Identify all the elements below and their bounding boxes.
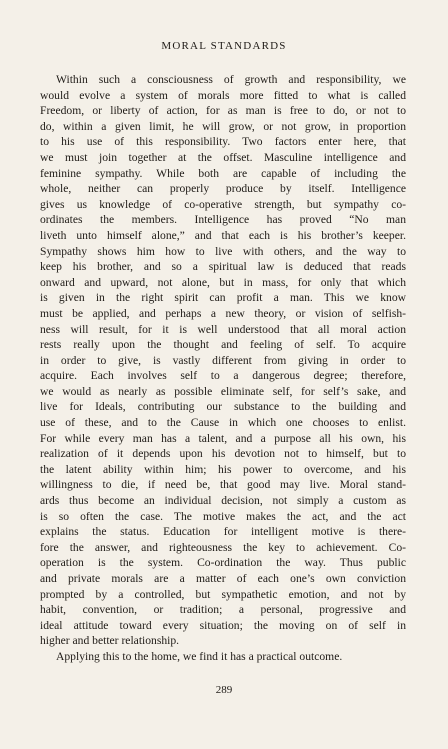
text-line: fore the answer, and righteousness the key to achievement. Co-: [40, 540, 406, 554]
text-line: gives us knowledge of co-operative strength, but sympathy co-: [40, 197, 406, 211]
text-line: higher and better relationship.: [40, 634, 180, 648]
running-head: MORAL STANDARDS: [161, 40, 287, 52]
text-line: to his use of this responsibility. Two factors enter here, that: [40, 135, 406, 149]
text-line: willingness to die, if need be, that good may live. Moral stand-: [40, 478, 406, 492]
text-line: liveth unto himself alone,” and that each is his brother’s keeper.: [40, 228, 406, 242]
text-line: whole, neither can properly produce by itself. Intelligence: [40, 182, 406, 196]
text-line: is given in the right spirit can profit a man. This we know: [40, 291, 406, 305]
text-line: onward and upward, not alone, but in mass, for only that which: [40, 275, 406, 289]
text-line: and private morals are a matter of each one’s own conviction: [40, 572, 406, 585]
text-line: we must join together at the offset. Masculine intelligence and: [40, 150, 406, 164]
text-line: is so often the case. The motive makes the act, and the act: [40, 509, 406, 523]
text-line: acquire. Each involves self to a dangerous degree; therefore,: [40, 369, 406, 383]
text-line: rests really upon the thought and feeling of self. To acquire: [40, 338, 406, 352]
text-line: Freedom, or liberty of action, for as man is free to do, or not to: [40, 104, 406, 118]
text-line: we would as nearly as possible eliminate self, for self’s sake, and: [40, 384, 406, 398]
text-line: Sympathy shows him how to live with others, and the way to: [40, 244, 406, 258]
text-line: habit, convention, or tradition; a personal, progressive and: [40, 603, 406, 617]
text-line: ideal attitude toward every situation; the moving on of self in: [40, 618, 406, 632]
text-line: do, within a given limit, he will grow, or not grow, in proportion: [40, 119, 406, 133]
text-line: live for Ideals, contributing our substance to the building and: [40, 400, 406, 414]
text-line: must be applied, and perhaps a new theory, or vision of selfish-: [40, 306, 406, 320]
text-line: explains the status. Education for intelligent motive is there-: [40, 525, 406, 539]
text-line: Applying this to the home, we find it has a practical outcome.: [56, 649, 343, 663]
text-line: ards thus become an individual decision, not simply a custom as: [40, 494, 406, 508]
text-line: Within such a consciousness of growth and responsibility, we: [56, 73, 406, 86]
text-line: operation is the system. Co-ordination the way. Thus public: [40, 556, 406, 570]
text-line: would evolve a system of morals more fitted to what is called: [40, 88, 406, 102]
text-line: ness will result, for it is well understood that all moral action: [40, 322, 406, 336]
text-line: in order to give, is vastly different from giving in order to: [40, 353, 406, 367]
text-line: keep his brother, and so a spiritual law is deduced that reads: [40, 260, 406, 274]
text-line: ordinates the members. Intelligence has proved “No man: [40, 213, 406, 227]
page-number: 289: [215, 684, 233, 696]
text-line: realization of it depends upon his devotion not to himself, but to: [40, 447, 406, 461]
text-line: the latent ability within him; his power to overcome, and his: [40, 462, 406, 476]
text-line: feminine sympathy. While both are capable of including the: [40, 166, 406, 180]
text-line: use of these, and to the Cause in which one chooses to enlist.: [40, 416, 406, 430]
text-line: For while every man has a talent, and a purpose all his own, his: [40, 431, 406, 445]
body-text: [40, 72, 406, 665]
text-line: prompted by a controlled, but sympathetic emotion, and not by: [40, 587, 406, 601]
